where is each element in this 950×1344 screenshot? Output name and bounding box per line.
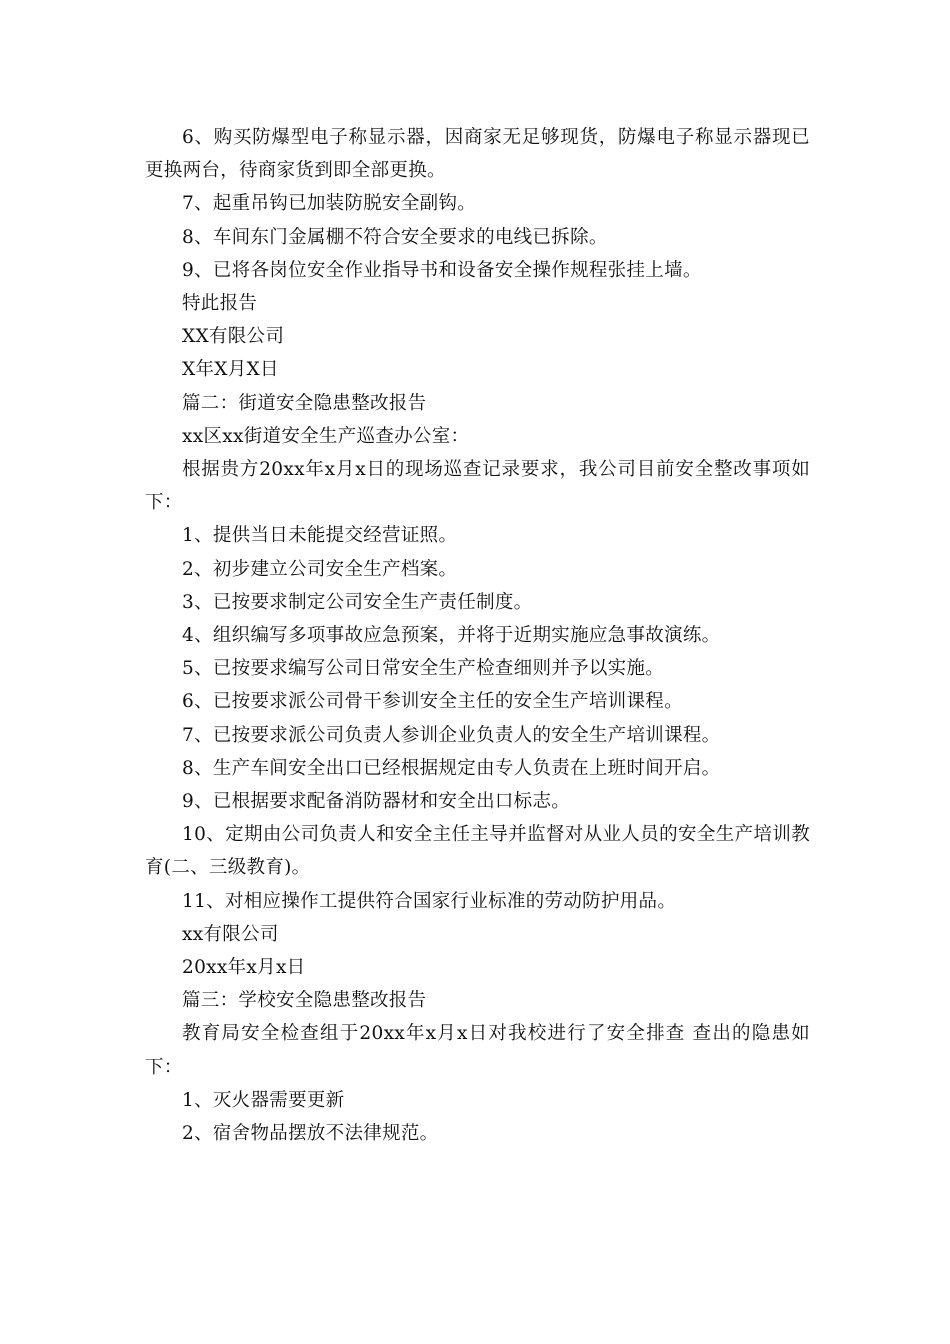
paragraph: 2、宿舍物品摆放不法律规范。: [182, 1123, 439, 1145]
paragraph: 7、起重吊钩已加装防脱安全副钩。: [182, 193, 477, 215]
paragraph: 9、已将各岗位安全作业指导书和设备安全操作规程张挂上墙。: [182, 259, 702, 281]
paragraph: 篇三：学校安全隐患整改报告: [182, 990, 427, 1012]
paragraph: 教育局安全检查组于20xx年x月x日对我校进行了安全排查 查出的隐患如下：: [145, 1023, 810, 1078]
paragraph: 9、已根据要求配备消防器材和安全出口标志。: [182, 791, 571, 813]
paragraph: xx有限公司: [182, 923, 279, 945]
paragraph: 4、组织编写多项事故应急预案，并将于近期实施应急事故演练。: [182, 625, 721, 647]
paragraph: 6、购买防爆型电子称显示器，因商家无足够现货，防爆电子称显示器现已更换两台，待商家货到即全部更换。: [145, 127, 810, 182]
paragraph: 1、灭火器需要更新: [182, 1089, 345, 1111]
paragraph: 篇二：街道安全隐患整改报告: [182, 392, 427, 414]
paragraph: XX有限公司: [182, 326, 285, 348]
paragraph: 11、对相应操作工提供符合国家行业标准的劳动防护用品。: [182, 890, 677, 912]
paragraph: 2、初步建立公司安全生产档案。: [182, 558, 458, 580]
paragraph: 8、车间东门金属棚不符合安全要求的电线已拆除。: [182, 226, 608, 248]
paragraph: xx区xx街道安全生产巡查办公室：: [182, 425, 470, 447]
paragraph: 1、提供当日未能提交经营证照。: [182, 525, 458, 547]
paragraph: 8、生产车间安全出口已经根据规定由专人负责在上班时间开启。: [182, 757, 721, 779]
paragraph: 3、已按要求制定公司安全生产责任制度。: [182, 591, 533, 613]
paragraph: 6、已按要求派公司骨干参训安全主任的安全生产培训课程。: [182, 691, 683, 713]
paragraph: 5、已按要求编写公司日常安全生产检查细则并予以实施。: [182, 658, 665, 680]
document-body: [145, 121, 810, 1150]
paragraph: X年X月X日: [182, 359, 279, 381]
paragraph: 7、已按要求派公司负责人参训企业负责人的安全生产培训课程。: [182, 724, 721, 746]
paragraph: 20xx年x月x日: [182, 957, 306, 979]
paragraph: 10、定期由公司负责人和安全主任主导并监督对从业人员的安全生产培训教育(二、三级教育)。: [145, 824, 810, 879]
paragraph: 特此报告: [182, 293, 258, 315]
paragraph: 根据贵方20xx年x月x日的现场巡查记录要求，我公司目前安全整改事项如下：: [145, 459, 810, 514]
